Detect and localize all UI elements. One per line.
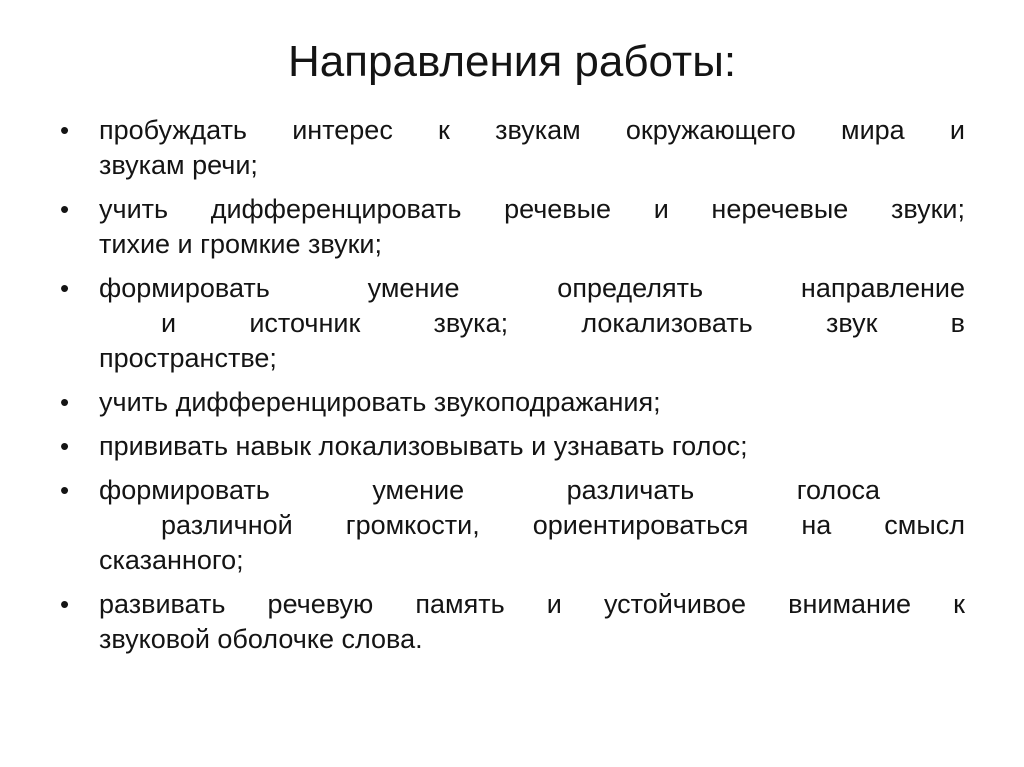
bullet-item	[60, 429, 965, 464]
bullet-text-line: пробуждать интерес к звукам окружающего мира и	[99, 115, 965, 145]
bullet-dot-icon: •	[60, 273, 70, 303]
bullet-item	[60, 473, 965, 578]
bullet-item	[60, 113, 965, 183]
bullet-item	[60, 587, 965, 657]
bullet-dot-icon: •	[60, 115, 70, 145]
bullet-text-line: сказанного;	[99, 545, 244, 575]
bullet-text-line: учить дифференцировать речевые и неречевые звуки;	[99, 194, 965, 224]
bullet-text-line: формировать умение различать голоса	[99, 475, 880, 505]
bullet-text-line: развивать речевую память и устойчивое внимание к	[99, 589, 965, 619]
bullet-text-line: звуковой оболочке слова.	[99, 624, 423, 654]
bullet-text-line: прививать навык локализовывать и узнавать голос;	[99, 431, 748, 461]
bullet-dot-icon: •	[60, 194, 70, 224]
bullet-text-line: пространстве;	[99, 343, 277, 373]
bullet-text-line: и источник звука; локализовать звук в	[161, 308, 965, 338]
slide-title: Направления работы:	[287, 37, 737, 86]
bullet-text-line: формировать умение определять направление	[99, 273, 965, 303]
bullet-item	[60, 192, 965, 262]
bullet-item	[60, 385, 965, 420]
bullet-text-line: тихие и громкие звуки;	[99, 229, 383, 259]
bullet-text-line: учить дифференцировать звукоподражания;	[99, 387, 661, 417]
bullet-text-line: звукам речи;	[99, 150, 258, 180]
bullet-dot-icon: •	[60, 589, 70, 619]
bullet-dot-icon: •	[60, 431, 70, 461]
bullet-text-line: различной громкости, ориентироваться на смысл	[161, 510, 965, 540]
bullet-item	[60, 271, 965, 376]
bullet-dot-icon: •	[60, 387, 70, 417]
bullet-dot-icon: •	[60, 475, 70, 505]
bullet-list	[60, 113, 965, 666]
